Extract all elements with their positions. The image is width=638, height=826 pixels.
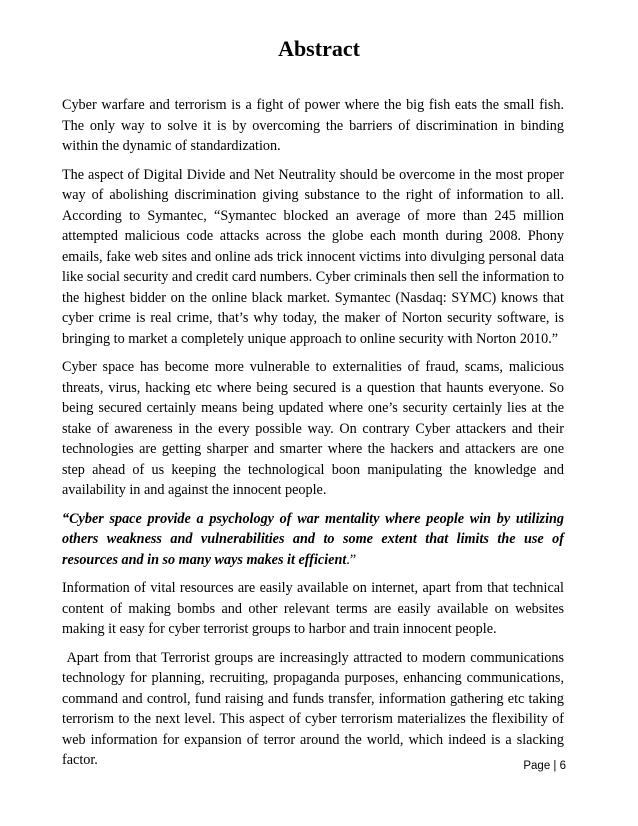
page-title: Abstract — [278, 36, 360, 61]
paragraph-3: Cyber space has become more vulnerable to externalities of fraud, scams, malicious threats, virus, hacking etc where being secured is a question that haunts everyone. So being secured certainly means being updated where one’s security certainly lies at the stake of awareness in the every possible way. On contrary Cyber attackers and their technologies are getting sharper and smarter where the hackers and attackers are one step ahead of us keeping the technological boon manipulating the knowledge and availability in and against the innocent people. — [62, 359, 564, 498]
page-number: Page | 6 — [523, 760, 566, 772]
paragraph-6: Apart from that Terrorist groups are increasingly attracted to modern communications technology for planning, recruiting, propaganda purposes, enhancing communications, command and control, fund raising and funds transfer, information gathering etc taking terrorism to the next level. This aspect of cyber terrorism materializes the flexibility of web information for expansion of terror around the world, which indeed is a slacking factor. — [62, 649, 568, 768]
paragraph-1: Cyber warfare and terrorism is a fight of power where the big fish eats the small fish. The only way to solve it is by overcoming the barriers of discrimination in binding within the dynamic of standardization. — [62, 97, 564, 154]
paragraph-5: Information of vital resources are easily available on internet, apart from that technical content of making bombs and other relevant terms are easily available on websites making it easy for cyber terrorist groups to harbor and train innocent people. — [62, 580, 564, 637]
quote-paragraph — [62, 509, 564, 571]
abstract-body — [62, 95, 568, 779]
paragraph-2: The aspect of Digital Divide and Net Neutrality should be overcome in the most proper way of abolishing discrimination giving substance to the right of information to all. According to Symantec, “Symantec blocked an average of more than 245 million attempted malicious code attacks across the globe each month during 2008. Phony emails, fake web sites and online ads trick innocent victims into divulging personal data like social security and credit card numbers. Cyber criminals then sell the information to the highest bidder on the online black market. Symantec (Nasdaq: SYMC) knows that cyber crime is real crime, that’s why today, the maker of Norton security software, is bringing to market a completely unique approach to online security with Norton 2010.” — [62, 166, 564, 347]
quote-text: “Cyber space provide a psychology of war mentality where people win by utilizing others weakness and vulnerabilities and to some extent that limits the use of resources and in so many ways makes it efficient — [62, 510, 564, 568]
quote-tail: .” — [346, 551, 357, 568]
